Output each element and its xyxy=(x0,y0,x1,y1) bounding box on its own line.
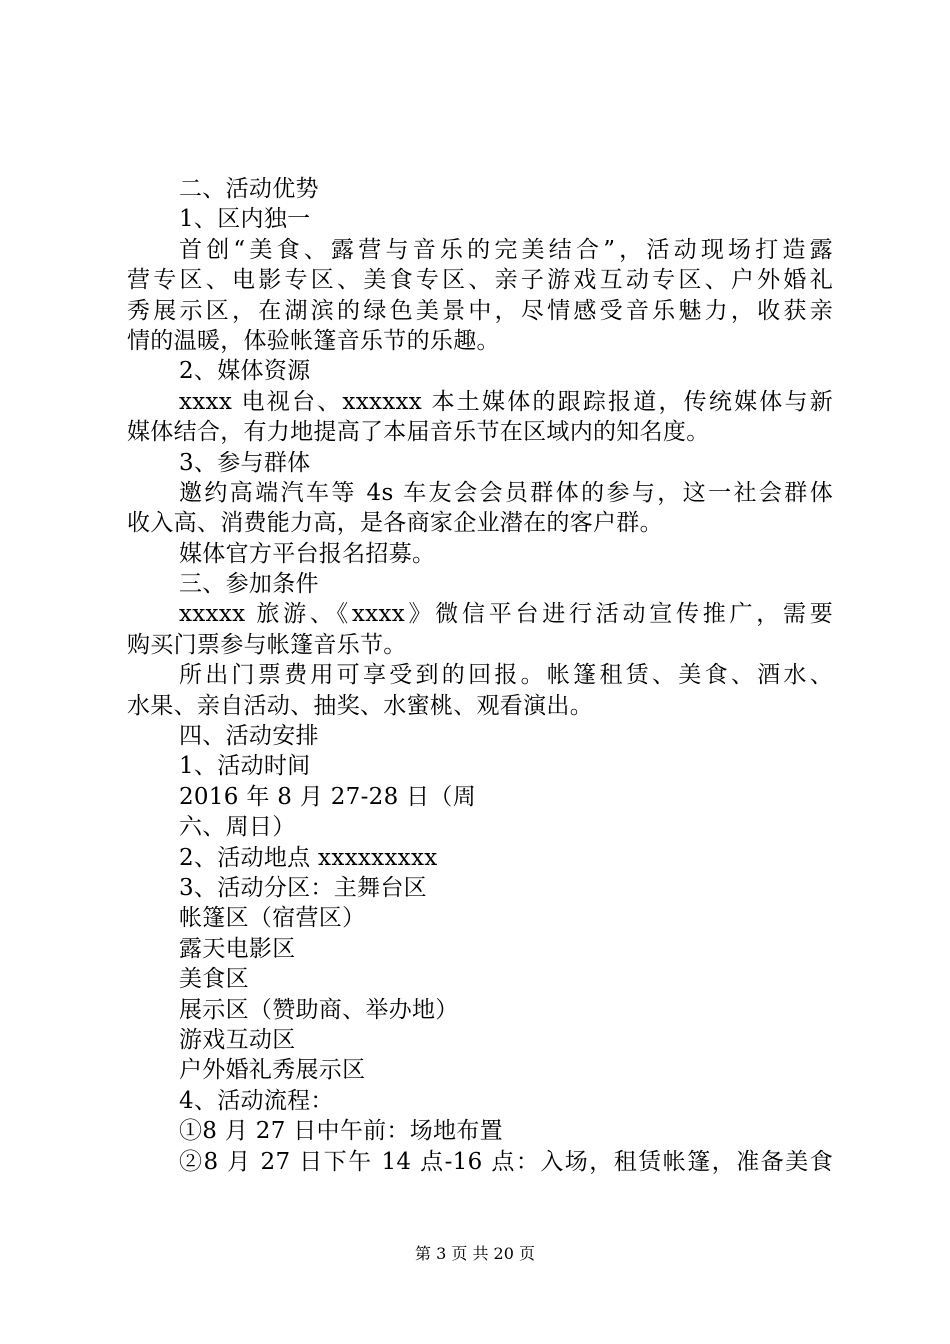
text-line: 营专区、电影专区、美食专区、亲子游戏互动专区、户外婚礼 xyxy=(127,267,833,294)
text-line: xxxx 电视台、xxxxxx 本土媒体的跟踪报道，传统媒体与新 xyxy=(179,388,833,415)
document-body xyxy=(127,174,833,1177)
text-line: 美食区 xyxy=(179,966,249,993)
text-line: 水果、亲自活动、抽奖、水蜜桃、观看演出。 xyxy=(127,692,593,719)
text-line: 六、周日） xyxy=(179,814,296,841)
text-line: 媒体官方平台报名招募。 xyxy=(179,540,436,567)
text-line: 展示区（赞助商、举办地） xyxy=(179,996,459,1023)
text-line: 户外婚礼秀展示区 xyxy=(179,1057,366,1084)
text-line: 帐篷区（宿营区） xyxy=(179,905,366,932)
text-line: 2、活动地点 xxxxxxxxx xyxy=(179,844,438,871)
text-line: 收入高、消费能力高，是各商家企业潜在的客户群。 xyxy=(127,510,663,537)
text-line: 购买门票参与帐篷音乐节。 xyxy=(127,631,407,658)
text-line: 游戏互动区 xyxy=(179,1026,296,1053)
text-line: 媒体结合，有力地提高了本届音乐节在区域内的知名度。 xyxy=(127,419,710,446)
page-footer: 第 3 页 共 20 页 xyxy=(415,1244,535,1263)
text-line: 邀约高端汽车等 4s 车友会会员群体的参与，这一社会群体 xyxy=(179,479,833,506)
text-line: xxxxx 旅游、《xxxx》微信平台进行活动宣传推广，需要 xyxy=(179,601,833,628)
text-line: ①8 月 27 日中午前：场地布置 xyxy=(179,1118,503,1145)
text-line: 首创“美食、露营与音乐的完美结合”，活动现场打造露 xyxy=(179,236,833,263)
text-line: 3、参与群体 xyxy=(179,449,311,476)
text-line: 所出门票费用可享受到的回报。帐篷租赁、美食、酒水、 xyxy=(179,662,833,689)
text-line: 三、参加条件 xyxy=(179,571,319,598)
text-line: 2、媒体资源 xyxy=(179,358,311,385)
text-line: 秀展示区，在湖滨的绿色美景中，尽情感受音乐魅力，收获亲 xyxy=(127,297,833,324)
text-line: 1、活动时间 xyxy=(179,753,311,780)
text-line: 2016 年 8 月 27-28 日（周 xyxy=(179,783,477,810)
text-line: 3、活动分区：主舞台区 xyxy=(179,874,427,901)
text-line: 4、活动流程： xyxy=(179,1087,334,1114)
text-line: 露天电影区 xyxy=(179,935,296,962)
text-line: 四、活动安排 xyxy=(179,723,319,750)
text-line: 1、区内独一 xyxy=(179,206,311,233)
text-line: 情的温暖，体验帐篷音乐节的乐趣。 xyxy=(127,327,500,354)
text-line: ②8 月 27 日下午 14 点-16 点：入场，租赁帐篷，准备美食 xyxy=(179,1148,833,1175)
text-line: 二、活动优势 xyxy=(179,176,319,202)
